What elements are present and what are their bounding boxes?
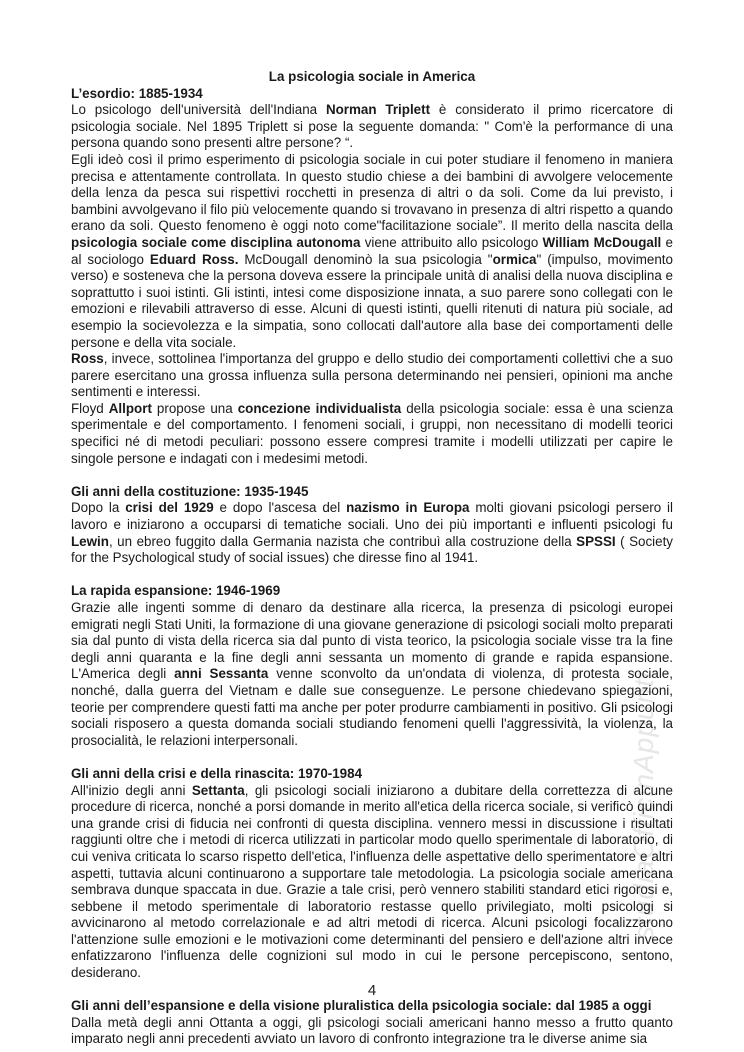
watermark: studiaOfficinAppunti	[628, 670, 659, 940]
paragraph	[71, 600, 673, 749]
bold-term: nazismo in Europa	[346, 500, 470, 516]
bold-term: anni Sessanta	[174, 666, 269, 682]
text-run: McDougall denominò la sua psicologia "	[238, 251, 493, 267]
text-run: Dopo la	[71, 500, 126, 516]
text-run: viene attribuito allo psicologo	[360, 234, 543, 250]
paragraph	[71, 783, 673, 982]
text-run: e dopo l'ascesa del	[213, 500, 347, 516]
section-heading: Gli anni dell’espansione e della visione pluralistica della psicologia sociale: dal 1985 a oggi	[71, 998, 652, 1014]
paragraph	[71, 1015, 673, 1048]
document-body	[71, 86, 673, 1048]
bold-term: Settanta	[191, 782, 245, 798]
bold-term: psicologia sociale come disciplina autonoma	[71, 234, 361, 250]
text-run: venne sconvolto da un'ondata di violenza, di protesta sociale, nonché, dalla guerra del Vietnam e dalle sue conseguenze. Le persone chiedevano spiegazioni, teorie per comprendere questi fatti ma anche per poter produrre cambiamenti in positivo. Gli psicologi sociali risposero a questa domanda sociali studiando fenomeni quelli l'aggressività, la violenza, la prosocialità, le relazioni interpersonali.	[71, 666, 673, 748]
bold-term: concezione individualista	[237, 400, 402, 416]
text-run: Floyd	[71, 400, 109, 416]
text-run: ( Society for the Psychological study of social issues) che diresse fino al 1941.	[71, 533, 673, 566]
bold-term: Ross	[71, 351, 104, 367]
text-run: Dalla metà degli anni Ottanta a oggi, gli psicologi sociali americani hanno messo a frutto quanto imparato negli anni precedenti avviato un lavoro di confronto integrazione tra le diverse anime sia	[71, 1014, 673, 1047]
paragraph	[71, 102, 673, 152]
text-run: propose una	[151, 400, 238, 416]
section-spacer	[71, 567, 673, 584]
text-run: Lo psicologo dell'università dell'Indiana	[71, 102, 326, 118]
bold-term: ormica	[492, 251, 537, 267]
section-heading: La rapida espansione: 1946-1969	[71, 583, 281, 599]
section-spacer	[71, 467, 673, 484]
paragraph	[71, 401, 673, 467]
text-run: , invece, sottolinea l'importanza del gruppo e dello studio dei comportamenti collettivi che a suo parere esercitano una grossa influenza sulla persona determinando nei pensieri, opinioni ma anche sentimenti e interessi.	[71, 351, 673, 400]
text-run: è considerato il primo ricercatore di psicologia sociale. Nel 1895 Triplett si pose la seguente domanda: " Com'è la performance di una persona quando sono presenti altre persone? “.	[71, 102, 673, 151]
bold-term: Norman Triplett	[325, 102, 431, 118]
document-title: La psicologia sociale in America	[268, 69, 476, 84]
page-number: 4	[367, 982, 377, 999]
paragraph	[71, 351, 673, 401]
section-heading: L’esordio: 1885-1934	[71, 85, 203, 101]
bold-term: Lewin	[71, 533, 109, 549]
text-run: Egli ideò così il primo esperimento di psicologia sociale in cui poter studiare il fenomeno in maniera precisa e attentamente controllata. In questo studio chiese a dei bambini di avvolgere velocemente della lenza da pesca sui rispettivi rocchetti in presenza di altri o da soli. Come da lui previsto, i bambini avvolgevano il filo più velocemente quando si trovavano in presenza di altri rispetto a quando erano da soli. Questo fenomeno è oggi noto come"facilitazione sociale”. Il merito della nascita della	[71, 151, 673, 234]
paragraph	[71, 152, 673, 351]
text-run: , un ebreo fuggito dalla Germania nazista che contribuì alla costruzione della	[108, 533, 577, 549]
bold-term: William McDougall	[542, 234, 662, 250]
text-run: Grazie alle ingenti somme di denaro da destinare alla ricerca, la presenza di psicologi europei emigrati negli Stati Uniti, la formazione di una giovane generazione di psicologi sociali molto preparati sia dal punto di vista della ricerca sia dal punto di vista teorico, la psicologia sociale visse tra la fine degli anni quaranta e la fine degli anni sessanta un momento di grande e rapida espansione. L'America degli	[71, 600, 673, 682]
text-run: " (impulso, movimento verso) e sosteneva che la persona doveva essere la principale unità di analisi della nuova disciplina e soprattutto i suoi istinti. Gli istinti, intesi come disposizione innata, a suo parere sono collegati con le emozioni e rilevabili attraverso di esse. Alcuni di questi istinti, quelli ritenuti di natura più sociale, ad esempio la socievolezza e la simpatia, sono collocati dall'autore alla base dei comportamenti delle persone e della vita sociale.	[71, 251, 673, 350]
text-run: molti giovani psicologi persero il lavoro e iniziarono a occuparsi di tematiche sociali. Uno dei più importanti e influenti psicologi fu	[71, 500, 674, 533]
section-heading: Gli anni della costituzione: 1935-1945	[71, 483, 309, 499]
section-heading: Gli anni della crisi e della rinascita: 1970-1984	[71, 765, 363, 781]
text-run: All'inizio degli anni	[71, 782, 192, 798]
bold-term: Allport	[108, 400, 152, 416]
text-run: della psicologia sociale: essa è una scienza sperimentale e del comportamento. I fenomeni sociali, i gruppi, non necessitano di modelli teorici specifici né di metodi peculiari: possono essere compresi tramite i modelli utilizzati per capire le singole persone e indagati con i medesimi metodi.	[71, 400, 674, 466]
bold-term: Eduard Ross.	[149, 251, 239, 267]
bold-term: crisi del 1929	[125, 500, 214, 516]
document-page	[71, 69, 673, 1048]
bold-term: SPSSI	[576, 533, 616, 549]
section-spacer	[71, 749, 673, 766]
text-run: e al sociologo	[71, 234, 673, 267]
paragraph	[71, 500, 673, 566]
text-run: , gli psicologi sociali iniziarono a dubitare della correttezza di alcune procedure di ricerca, nonché a porsi domande in merito all'etica della ricerca sociale, si verificò quindi una grande crisi di fiducia nei confronti di questa disciplina. vennero messi in discussione i risultati raggiunti oltre che i metodi di ricerca utilizzati in particolar modo quello sperimentale di laboratorio, di cui veniva criticata lo scarso rispetto dell'etica, l'influenza delle aspettative dello sperimentatore e altri aspetti, tuttavia alcuni continuarono a supportare tale metodologia. La psicologia sociale americana sembrava dunque spaccata in due. Grazie a tale crisi, però vennero stabiliti standard etici rigorosi e, sebbene il metodo sperimentale di laboratorio restasse quello privilegiato, molti psicologi si avvicinarono al metodo correlazionale e ad altri metodi di ricerca. Alcuni psicologi focalizzarono l'attenzione sulle emozioni e le motivazioni come determinanti del pensiero e dell'azione altri invece enfatizzarono l'influenza delle cognizioni sul modo in cui le persone percepiscono, sentono, desiderano.	[71, 782, 673, 981]
